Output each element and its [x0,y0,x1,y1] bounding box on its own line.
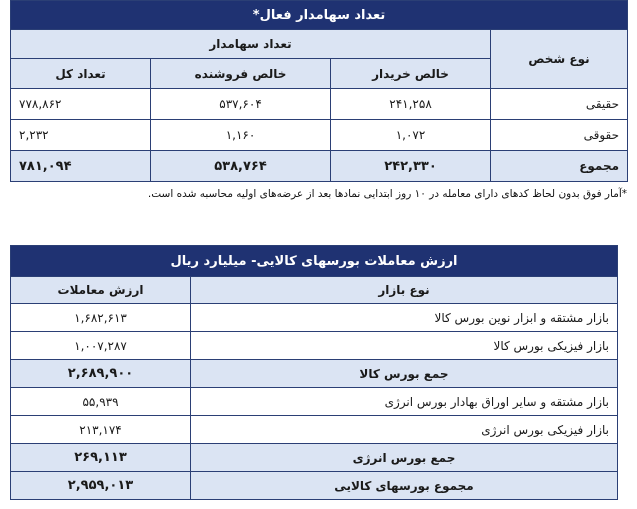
active-shareholders-table [10,0,628,182]
table-row [11,120,628,151]
table1-title: تعداد سهامدار فعال* [11,1,628,30]
table-total-row [11,444,618,472]
sum-total-cell: ۷۸۱,۰۹۴ [11,151,151,182]
commodity-trading-value-table [10,245,618,500]
total-cell: ۲,۲۳۲ [11,120,151,151]
table2-title: ارزش معاملات بورسهای کالایی- میلیارد ریال [11,246,618,277]
table-total-row [11,472,618,500]
value-cell: ۲,۶۸۹,۹۰۰ [11,360,191,388]
market-cell: بازار مشتقه و سایر اوراق بهادار بورس انرژی [191,388,618,416]
person-type-cell: حقوقی [491,120,628,151]
net-buyer-cell: ۱,۰۷۲ [331,120,491,151]
total-cell: ۷۷۸,۸۶۲ [11,89,151,120]
col-market-header: نوع بازار [191,277,618,304]
table-row [11,416,618,444]
net-seller-cell: ۱,۱۶۰ [151,120,331,151]
net-buyer-cell: ۲۴۱,۲۵۸ [331,89,491,120]
market-cell: بازار مشتقه و ابزار نوین بورس کالا [191,304,618,332]
value-cell: ۱,۰۰۷,۲۸۷ [11,332,191,360]
table-row [11,89,628,120]
shareholder-count-group-header: تعداد سهامدار [11,30,491,59]
table-row [11,332,618,360]
sum-label-cell: مجموع [491,151,628,182]
footnote: *آمار فوق بدون لحاظ کدهای دارای معامله در ۱۰ روز ابتدایی نمادها بعد از عرضه‌های اولیه محاسبه شده است. [147,188,627,200]
net-seller-cell: ۵۳۷,۶۰۴ [151,89,331,120]
col-net-seller-header: خالص فروشنده [151,59,331,89]
table-total-row [11,360,618,388]
col-person-type-header: نوع شخص [491,30,628,89]
market-cell: بازار فیزیکی بورس کالا [191,332,618,360]
market-cell: بازار فیزیکی بورس انرژی [191,416,618,444]
sum-net-buyer-cell: ۲۴۲,۳۳۰ [331,151,491,182]
value-cell: ۲,۹۵۹,۰۱۳ [11,472,191,500]
col-value-header: ارزش معاملات [11,277,191,304]
value-cell: ۱,۶۸۲,۶۱۳ [11,304,191,332]
value-cell: ۵۵,۹۳۹ [11,388,191,416]
value-cell: ۲۱۳,۱۷۴ [11,416,191,444]
col-net-buyer-header: خالص خریدار [331,59,491,89]
market-cell: مجموع بورسهای کالایی [191,472,618,500]
col-total-header: تعداد کل [11,59,151,89]
person-type-cell: حقیقی [491,89,628,120]
market-cell: جمع بورس کالا [191,360,618,388]
table-row [11,388,618,416]
value-cell: ۲۶۹,۱۱۳ [11,444,191,472]
sum-net-seller-cell: ۵۳۸,۷۶۴ [151,151,331,182]
table-total-row [11,151,628,182]
table-row [11,304,618,332]
market-cell: جمع بورس انرژی [191,444,618,472]
